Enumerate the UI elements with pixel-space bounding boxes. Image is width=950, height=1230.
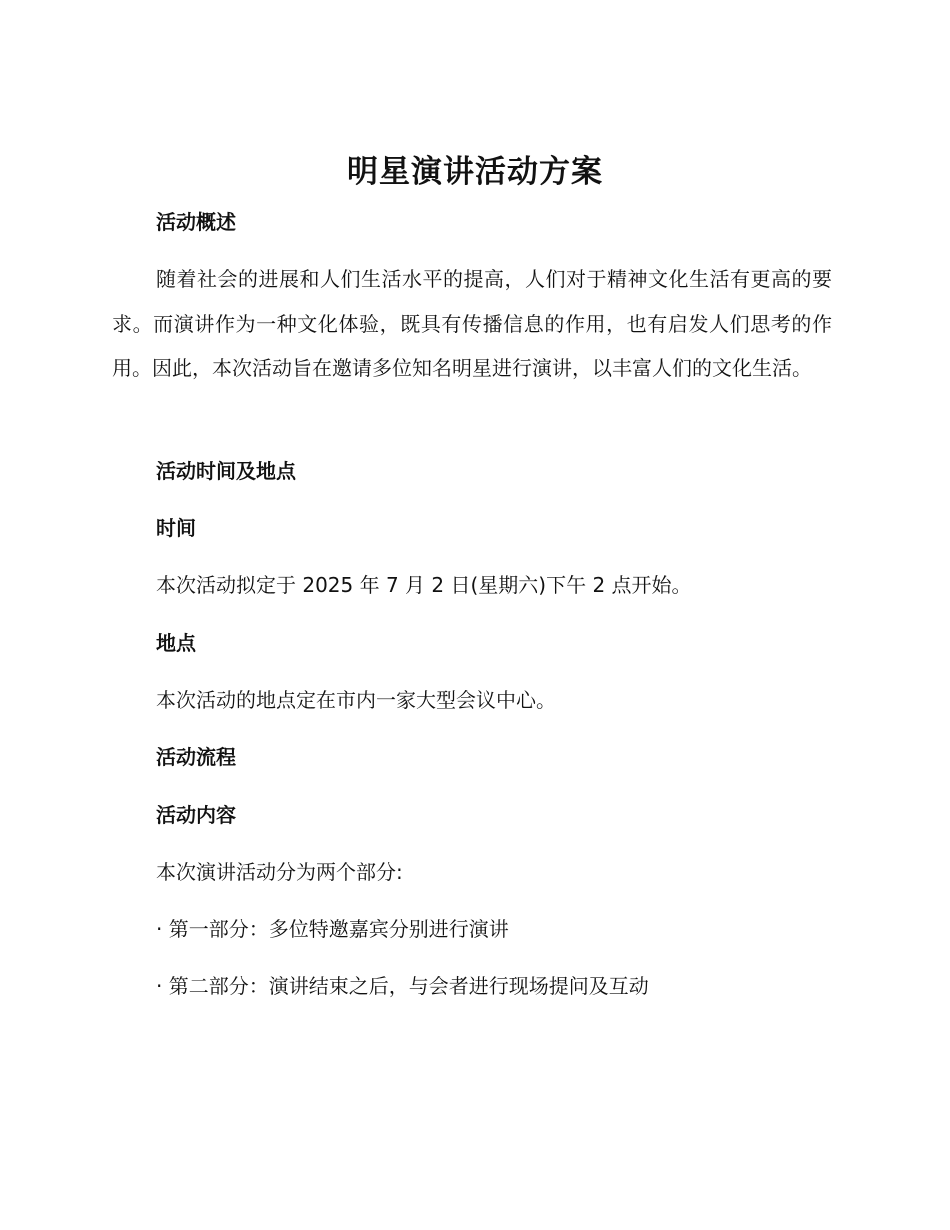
content-intro: 本次演讲活动分为两个部分:: [156, 860, 403, 884]
paragraph-overview: 随着社会的进展和人们生活水平的提高，人们对于精神文化生活有更高的要求。而演讲作为一种文化体验，既具有传播信息的作用，也有启发人们思考的作用。因此，本次活动旨在邀请多位知名明星进行演讲，以丰富人们的文化生活。: [112, 267, 832, 380]
heading-content: 活动内容: [156, 803, 236, 827]
heading-time: 时间: [156, 516, 196, 540]
list-item: · 第一部分：多位特邀嘉宾分别进行演讲: [156, 917, 509, 941]
heading-time-place: 活动时间及地点: [156, 459, 296, 483]
list-item: · 第二部分：演讲结束之后，与会者进行现场提问及互动: [156, 974, 649, 998]
heading-flow: 活动流程: [156, 745, 236, 769]
document-title: 明星演讲活动方案: [347, 154, 603, 190]
heading-place: 地点: [156, 631, 196, 655]
heading-overview: 活动概述: [156, 210, 236, 234]
time-text: 本次活动拟定于 2025 年 7 月 2 日(星期六)下午 2 点开始。: [156, 573, 692, 597]
place-text: 本次活动的地点定在市内一家大型会议中心。: [156, 688, 556, 712]
